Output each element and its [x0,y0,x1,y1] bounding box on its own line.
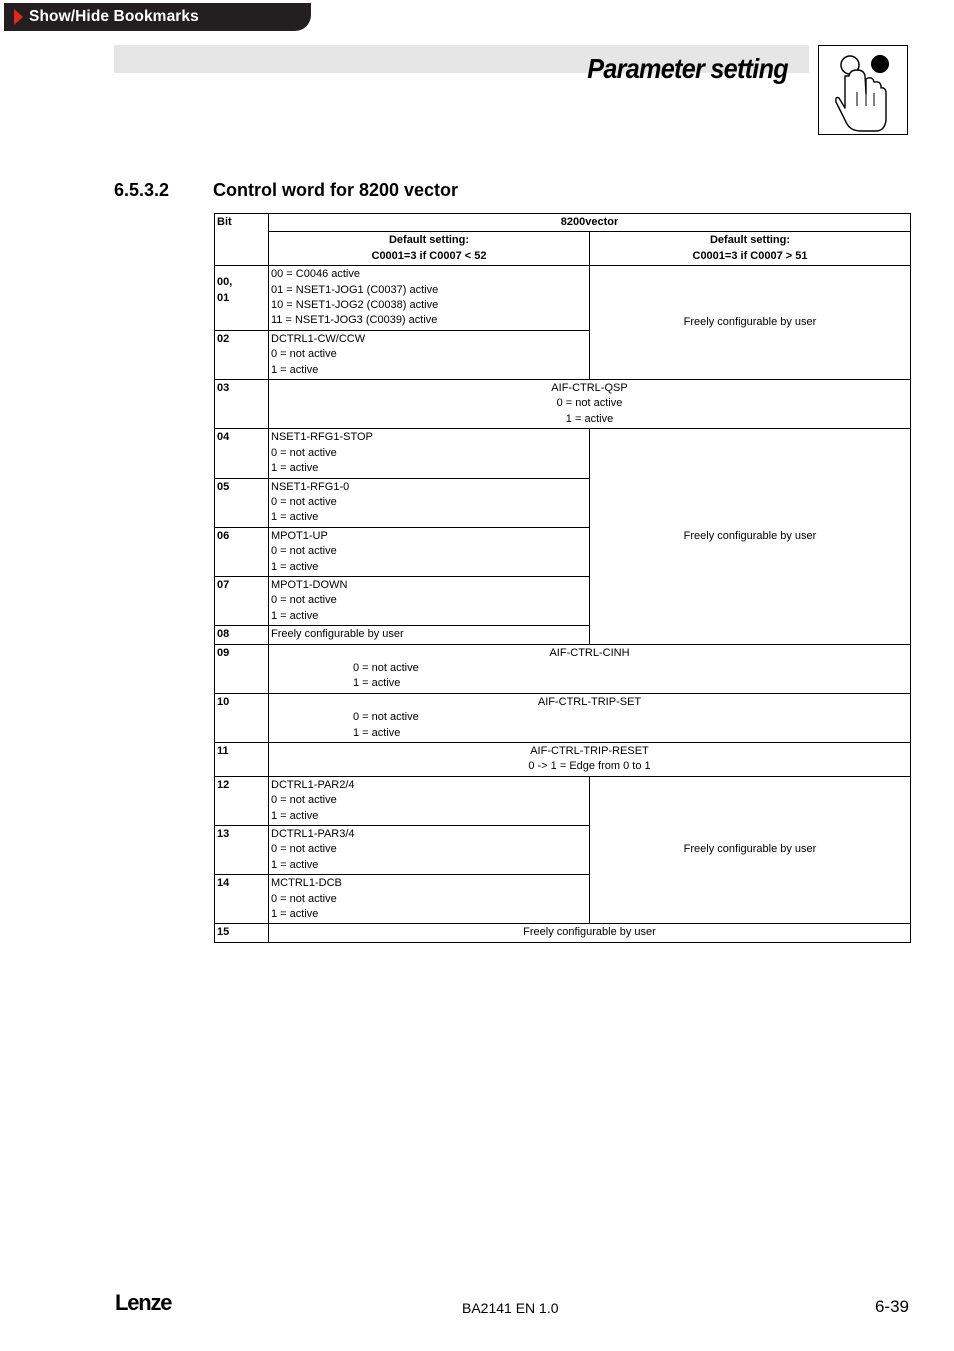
setting-cell-span [269,924,911,942]
column-header-group: 8200vector [269,214,911,232]
setting-line: AIF-CTRL-TRIP-SET [537,695,642,708]
setting-line: NSET1-RFG1-0 [271,480,350,493]
setting-line: NSET1-RFG1-STOP [271,431,373,444]
setting-cell [269,776,590,825]
setting-line: 0 = not active [271,843,337,856]
setting-line: 1 = active [271,511,319,524]
setting-line: 0 = not active [353,661,419,674]
freely-configurable-cell: Freely configurable by user [590,266,911,380]
setting-line: 1 = active [353,726,401,739]
setting-line: 0 = not active [353,711,419,724]
bit-number: 06 [215,527,269,576]
setting-line: Freely configurable by user [271,628,404,641]
setting-line: 11 = NSET1-JOG3 (C0039) active [271,314,438,327]
table-row [215,429,911,478]
setting-line: 0 = not active [271,495,337,508]
column-header-bit: Bit [215,214,269,266]
setting-line: 0 = not active [271,594,337,607]
setting-line: AIF-CTRL-QSP [551,382,628,395]
bit-number: 10 [215,693,269,742]
setting-cell [269,527,590,576]
setting-cell-span [269,380,911,429]
column-header-default-b [590,232,911,266]
setting-line: 1 = active [271,809,319,822]
setting-line: 0 = not active [271,794,337,807]
setting-line: Freely configurable by user [523,926,656,939]
setting-cell [269,266,590,331]
table-row [215,266,911,331]
setting-cell [269,826,590,875]
setting-cell [269,875,590,924]
setting-line: AIF-CTRL-TRIP-RESET [530,745,649,757]
setting-line: DCTRL1-PAR3/4 [271,828,355,841]
setting-line: 0 -> 1 = Edge from 0 to 1 [528,760,651,773]
setting-cell-span [269,644,911,693]
bit-number: 15 [215,924,269,942]
setting-line: MCTRL1-DCB [271,877,342,890]
header-line: Default setting: [388,234,470,247]
setting-line: MPOT1-UP [271,529,328,542]
bit-number: 11 [215,743,269,777]
setting-line: 0 = not active [271,892,337,905]
bit-number: 05 [215,478,269,527]
page-number: 6-39 [874,1297,909,1316]
bit-number: 07 [215,576,269,625]
setting-line: 1 = active [271,363,319,376]
hand-pointer-icon [818,45,908,135]
setting-line: 00 = C0046 active [271,268,360,281]
bit-number: 01 [217,291,230,304]
setting-line: 1 = active [271,858,319,871]
bit-number: 00, [217,276,233,289]
page-title: Parameter setting [587,53,788,84]
freely-configurable-cell: Freely configurable by user [590,776,911,924]
show-hide-bookmarks-button[interactable] [4,3,311,31]
setting-cell [269,429,590,478]
table-row [215,743,911,777]
bit-cell [215,266,269,331]
setting-line: 1 = active [271,609,319,622]
bit-number: 13 [215,826,269,875]
header-line: C0001=3 if C0007 < 52 [371,249,487,262]
setting-line: 1 = active [271,908,319,921]
setting-cell [269,626,590,644]
setting-line: 1 = active [353,677,401,690]
setting-cell-span [269,693,911,742]
setting-line: 1 = active [565,412,614,425]
setting-line: 1 = active [271,560,319,573]
setting-line: MPOT1-DOWN [271,578,348,591]
bit-number: 08 [215,626,269,644]
bit-number: 02 [215,330,269,379]
setting-cell [269,576,590,625]
table-row [215,924,911,942]
table-header-row [215,214,911,232]
setting-line: 0 = not active [271,545,337,558]
setting-line: 10 = NSET1-JOG2 (C0038) active [271,299,439,312]
setting-cell [269,330,590,379]
setting-line: 0 = not active [271,446,337,459]
bookmark-label: Show/Hide Bookmarks [29,8,199,25]
setting-line: 0 = not active [271,348,337,361]
freely-configurable-cell: Freely configurable by user [590,429,911,644]
table-subheader-row [215,232,911,266]
setting-line: AIF-CTRL-CINH [549,646,630,659]
setting-line: 01 = NSET1-JOG1 (C0037) active [271,283,439,296]
setting-line: 1 = active [271,462,319,475]
header-line: C0001=3 if C0007 > 51 [692,249,808,262]
bit-number: 03 [215,380,269,429]
table-row [215,776,911,825]
column-header-default-a [269,232,590,266]
setting-cell [269,478,590,527]
bit-number: 09 [215,644,269,693]
bit-number: 12 [215,776,269,825]
setting-line: DCTRL1-CW/CCW [271,332,366,345]
section-number: 6.5.3.2 [114,180,170,200]
bit-number: 04 [215,429,269,478]
setting-cell-span [269,743,911,777]
setting-line: DCTRL1-PAR2/4 [271,778,355,791]
bookmark-arrow-icon [14,9,23,25]
table-row [215,380,911,429]
table-row [215,644,911,693]
header-line: Default setting: [709,234,791,247]
section-heading: Control word for 8200 vector [213,180,459,200]
setting-line: 0 = not active [556,397,623,410]
lenze-logo: Lenze [115,1290,172,1315]
bit-number: 14 [215,875,269,924]
document-id: BA2141 EN 1.0 [462,1300,559,1316]
control-word-table [214,213,911,943]
table-row [215,693,911,742]
